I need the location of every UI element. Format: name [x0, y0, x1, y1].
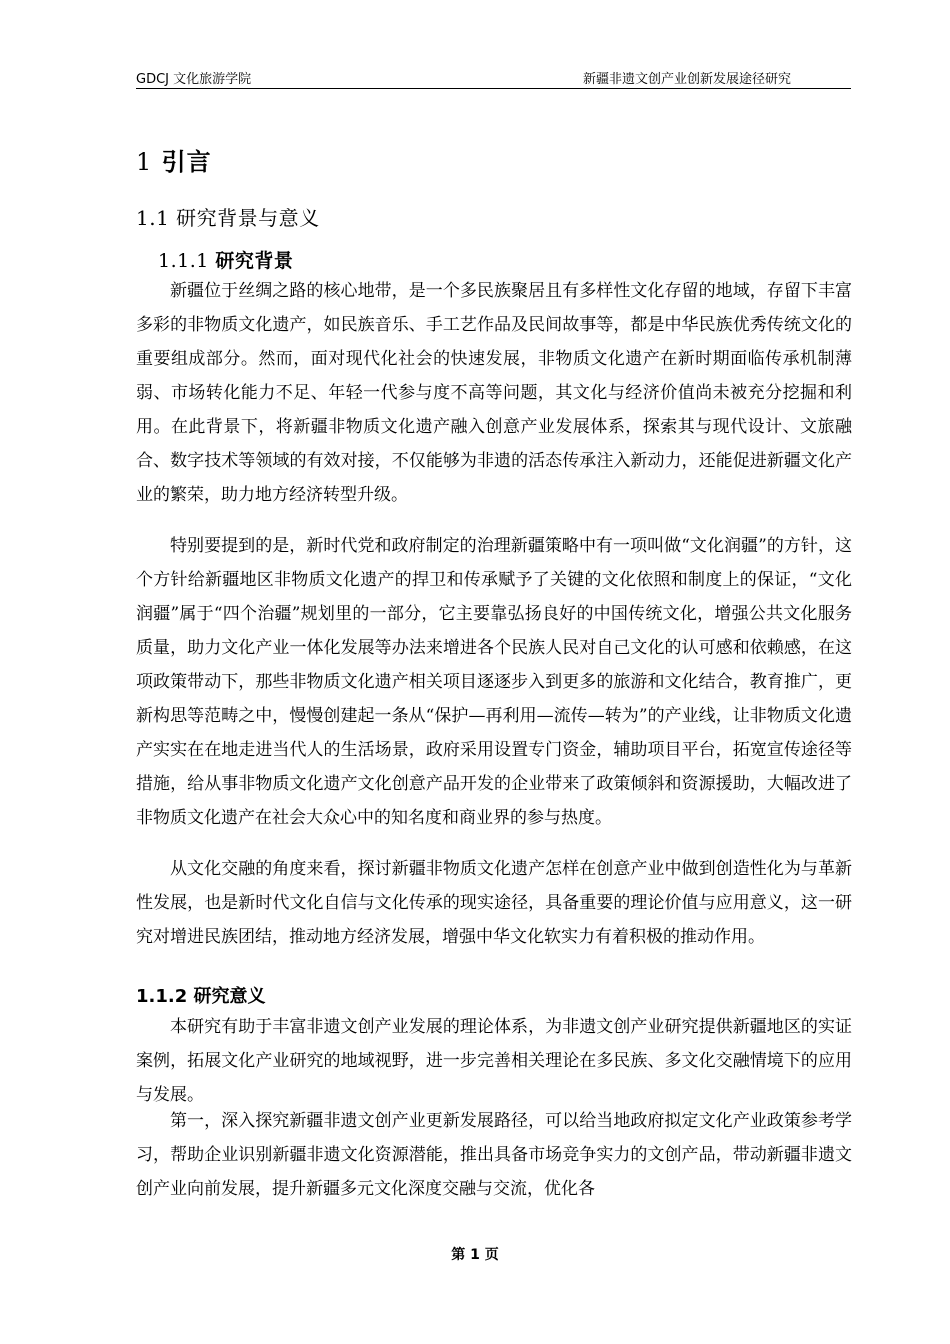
paragraph-background-3: 从文化交融的角度来看，探讨新疆非物质文化遗产怎样在创意产业中做到创造性化为与革新性发展，也是新时代文化自信与文化传承的现实途径，具备重要的理论价值与应用意义，这一研究对增进民族团结，推动地方经济发展，增强中华文化软实力有着积极的推动作用。	[136, 859, 852, 947]
subsection-number: 1.1.1	[158, 250, 209, 272]
paragraph-background-1: 新疆位于丝绸之路的核心地带，是一个多民族聚居且有多样性文化存留的地域，存留下丰富多彩的非物质文化遗产，如民族音乐、手工艺作品及民间故事等，都是中华民族优秀传统文化的重要组成部分。然而，面对现代化社会的快速发展，非物质文化遗产在新时期面临传承机制薄弱、市场转化能力不足、年轻一代参与度不高等问题，其文化与经济价值尚未被充分挖掘和利用。在此背景下，将新疆非物质文化遗产融入创意产业发展体系，探索其与现代设计、文旅融合、数字技术等领域的有效对接，不仅能够为非遗的活态传承注入新动力，还能促进新疆文化产业的繁荣，助力地方经济转型升级。	[136, 281, 852, 505]
section-title: 研究背景与意义	[176, 206, 320, 230]
subsection-heading-background	[158, 246, 293, 273]
section-number: 1.1	[136, 206, 170, 230]
section-heading	[136, 202, 320, 231]
subsection-number: 1.1.2	[136, 986, 188, 1007]
chapter-title: 引言	[161, 148, 212, 176]
paragraph-background-2: 特别要提到的是，新时代党和政府制定的治理新疆策略中有一项叫做“文化润疆”的方针，这个方针给新疆地区非物质文化遗产的捍卫和传承赋予了关键的文化依照和制度上的保证，“文化润疆”属于“四个治疆”规划里的一部分，它主要靠弘扬良好的中国传统文化，增强公共文化服务质量，助力文化产业一体化发展等办法来增进各个民族人民对自己文化的认可感和依赖感，在这项政策带动下，那些非物质文化遗产相关项目逐逐步入到更多的旅游和文化结合，教育推广，更新构思等范畴之中，慢慢创建起一条从“保护—再利用—流传—转为”的产业线，让非物质文化遗产实实在在地走进当代人的生活场景，政府采用设置专门资金，辅助项目平台，拓宽宣传途径等措施，给从事非物质文化遗产文化创意产品开发的企业带来了政策倾斜和资源援助，大幅改进了非物质文化遗产在社会大众心中的知名度和商业界的参与热度。	[136, 536, 852, 828]
paragraph-significance-1: 本研究有助于丰富非遗文创产业发展的理论体系，为非遗文创产业研究提供新疆地区的实证案例，拓展文化产业研究的地域视野，进一步完善相关理论在多民族、多文化交融情境下的应用与发展。	[136, 1017, 852, 1105]
subsection-title: 研究意义	[193, 986, 266, 1007]
header-thesis-title: 新疆非遗文创产业创新发展途径研究	[582, 72, 791, 87]
page-header	[136, 66, 851, 89]
chapter-heading	[136, 142, 212, 177]
paragraph-significance-2: 第一，深入探究新疆非遗文创产业更新发展路径，可以给当地政府拟定文化产业政策参考学习，帮助企业识别新疆非遗文化资源潜能，推出具备市场竞争实力的文创产品，带动新疆非遗文创产业向前发展，提升新疆多元文化深度交融与交流，优化各	[136, 1111, 852, 1199]
header-institution: GDCJ 文化旅游学院	[136, 72, 252, 87]
subsection-title: 研究背景	[215, 250, 294, 272]
page-number: 第 1 页	[451, 1247, 499, 1263]
chapter-number: 1	[136, 148, 153, 176]
subsection-heading-significance	[136, 982, 266, 1008]
